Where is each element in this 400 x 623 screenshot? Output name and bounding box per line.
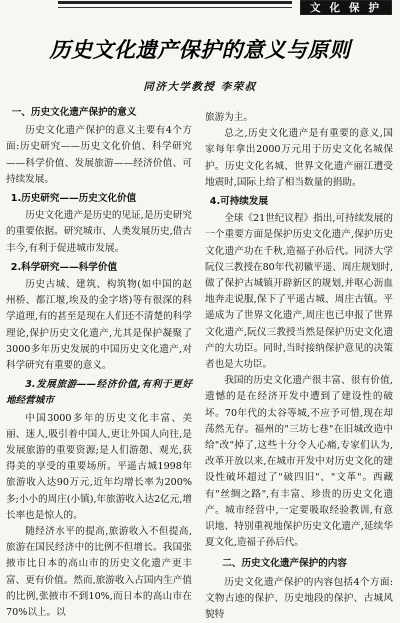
article-author: 同济大学教授 李荣叔 — [143, 81, 257, 93]
paragraph: 旅游为主。 — [205, 112, 253, 123]
paragraph: 历史古城、建筑、构筑物(如中国的赵州桥、都江堰,埃及的金字塔)等有很深的科学道理,有的甚至是现在人们还不清楚的科学理论,保护历史文化遗产,尤其是保护凝聚了3000多年历史发展的中国历史文化遗产,对科学研究有重要的意义。 — [6, 279, 192, 372]
section-heading: 二、历史文化遗产保护的内容 — [222, 558, 347, 570]
paragraph: 历史文化遗产是历史的见证,是历史研究的重要依据。研究城市、人类发展历史,借古丰今,有利于促进城市发展。 — [6, 210, 192, 254]
header-rule-thin — [58, 7, 292, 8]
paragraph: 我国的历史文化遗产很丰富、很有价值,遗憾的是在经济开发中遭到了建设性的破坏。70年代的太谷等城,不应予可惜,现在却荡然无存。福州的"三坊七巷"在旧城改造中给"改"掉了,这些十分令人心痛,专家们认为,改革开放以来,在城市开发中对历史文化的建设性破坏超过了"破四旧"、"文革"。西藏有"丝绸之路",有丰富、珍贵的历史文化遗产。城市经营中,一定要吸取经验教训,有意识地、特别重视地保护历史文化遗产,延续华夏文化,造福子孙后代。 — [205, 375, 393, 549]
header-rule-thick — [58, 1, 292, 4]
paragraph: 中国3000多年的历史文化丰富、美丽、迷人,吸引着中国人,更让外国人向往,是发展旅游的重要资源;是人们游憩、观光,获得美的享受的重要场所。平遥古城1998年旅游收入达90万元,近年均增长率为200%多;小小的周庄(小镇),年旅游收入达2亿元,增长率也是惊人的。 — [6, 412, 193, 521]
section-heading: 3.发展旅游——经济价值,有利于更好地经营城市 — [6, 379, 192, 407]
paragraph: 历史文化遗产保护的内容包括4个方面:文物古迹的保护、历史地段的保护、古城风貌特 — [205, 576, 393, 621]
paragraph: 全球《21世纪议程》指出,可持续发展的一个重要方面是保护历史文化遗产,保护历史文化遗产功在千秋,造福子孙后代。同济大学阮仪三教授在80年代初徽平遥、周庄规划时,做了保护古城镇开辟新区的规划,并呕心沥血地奔走说服,保下了平遥古城、周庄古镇。平遥成为了世界文化遗产,周庄也已申报了世界文化遗产,阮仪三教授当然是保护历史文化遗产的大功臣。同时,当时接纳保护意见的决策者也是大功臣。 — [205, 213, 393, 371]
left-column — [6, 104, 192, 621]
paragraph: 随经济水平的提高,旅游收入不但提高,旅游在国民经济中的比例不但增长。我国张掖市比日本的高山市的历史文化遗产更丰富、更有价值。然而,旅游收入占国内生产值的比例,张掖市不到10%,而日本的高山市在70%以上。以 — [6, 526, 192, 619]
paragraph: 历史文化遗产保护的意义主要有4个方面:历史研究——历史文化价值、科学研究——科学价值、发展旅游——经济价值、可持续发展。 — [6, 125, 192, 185]
section-heading: 一、历史文化遗产保护的意义 — [11, 107, 137, 118]
section-heading: 4.可持续发展 — [209, 196, 269, 208]
section-heading: 1.历史研究——历史文化价值 — [10, 193, 137, 205]
section-heading: 2.科学研究——科学价值 — [10, 261, 118, 273]
right-column — [205, 110, 393, 623]
article-title: 历史文化遗产保护的意义与原则 — [49, 38, 351, 62]
section-label: 文化保护 — [300, 0, 392, 15]
paragraph: 总之,历史文化遗产是有重要的意义,国家每年拿出2000万元用于历史文化名城保护。历史文化名城、世界文化遗产丽江遭受地震时,国际上给了相当数量的捐助。 — [205, 128, 393, 188]
